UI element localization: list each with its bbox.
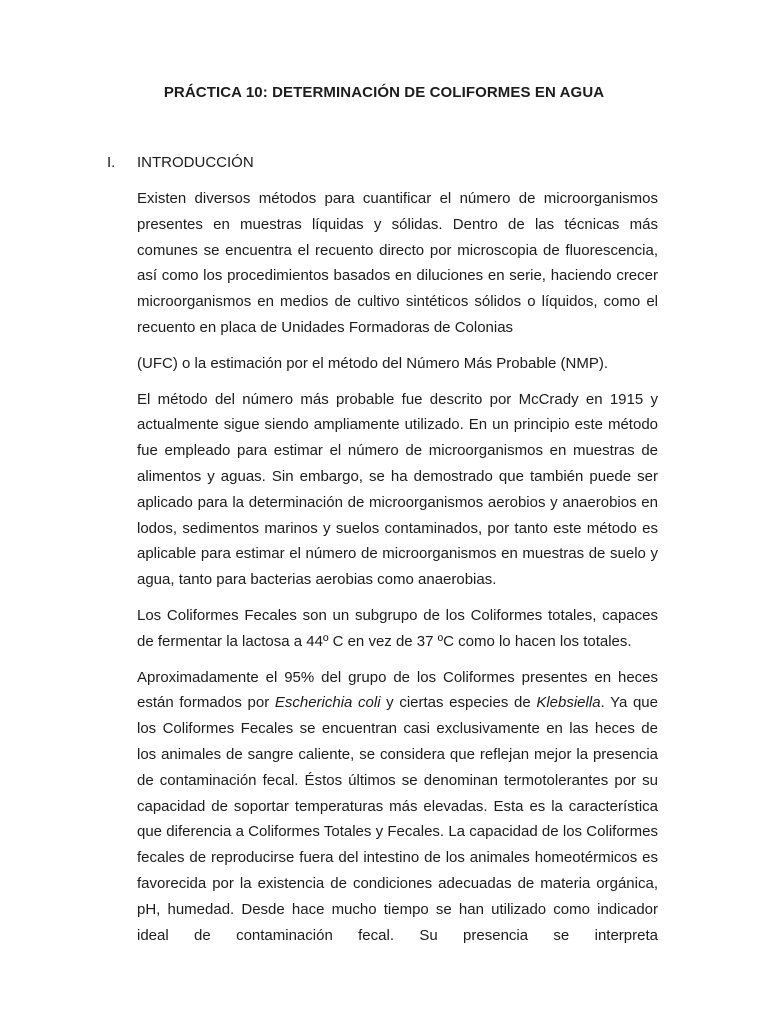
paragraph-text-segment: Aproximadamente el 95% del grupo de los Coliformes presentes en heces están formados por [137, 668, 658, 712]
document-title: PRÁCTICA 10: DETERMINACIÓN DE COLIFORMES EN AGUA [163, 84, 605, 101]
paragraph-mccrady: El método del número más probable fue descrito por McCrady en 1915 y actualmente sigue siendo ampliamente utilizado. En un principio este método fue empleado para estimar el número de microorganismos en muestras de alimentos y aguas. Sin embargo, se ha demostrado que también puede ser aplicado para la determinación de microorganismos aerobios y anaerobios en lodos, sedimentos marinos y suelos contaminados, por tanto este método es aplicable para estimar el número de microorganismos en muestras de suelo y agua, tanto para bacterias aerobias como anaerobias. [137, 390, 658, 589]
paragraph-coliformes-fecales: Los Coliformes Fecales son un subgrupo de los Coliformes totales, capaces de fermentar la lactosa a 44º C en vez de 37 ºC como lo hacen los totales. [137, 606, 658, 650]
section-body [137, 186, 658, 958]
paragraph-text-segment: y ciertas especies de [380, 694, 537, 712]
species-name-escherichia: Escherichia coli [274, 694, 381, 712]
paragraph-ufc-nmp: (UFC) o la estimación por el método del Número Más Probable (NMP). [137, 354, 608, 372]
species-name-klebsiella: Klebsiella [536, 694, 601, 712]
section-number: I. [107, 154, 116, 171]
paragraph-escherichia [137, 665, 658, 949]
section-heading: INTRODUCCIÓN [137, 154, 254, 171]
paragraph-text-segment: . Ya que los Coliformes Fecales se encuentran casi exclusivamente en las heces de los animales de sangre caliente, se considera que reflejan mejor la presencia de contaminación fecal. Éstos últimos se denominan termotolerantes por su capacidad de soportar temperaturas más elevadas. Esta es la característica que diferencia a Coliformes Totales y Fecales. La capacidad de los Coliformes fecales de reproducirse fuera del intestino de los animales homeotérmicos es favorecida por la existencia de condiciones adecuadas de materia orgánica, pH, humedad. Desde hace mucho tiempo se han utilizado como indicador ideal de contaminación fecal. Su presencia se interpreta [137, 694, 658, 944]
paragraph-intro: Existen diversos métodos para cuantificar el número de microorganismos presentes en muestras líquidas y sólidas. Dentro de las técnicas más comunes se encuentra el recuento directo por microscopia de fluorescencia, así como los procedimientos basados en diluciones en serie, haciendo crecer microorganismos en medios de cultivo sintéticos sólidos o líquidos, como el recuento en placa de Unidades Formadoras de Colonias [137, 190, 658, 336]
